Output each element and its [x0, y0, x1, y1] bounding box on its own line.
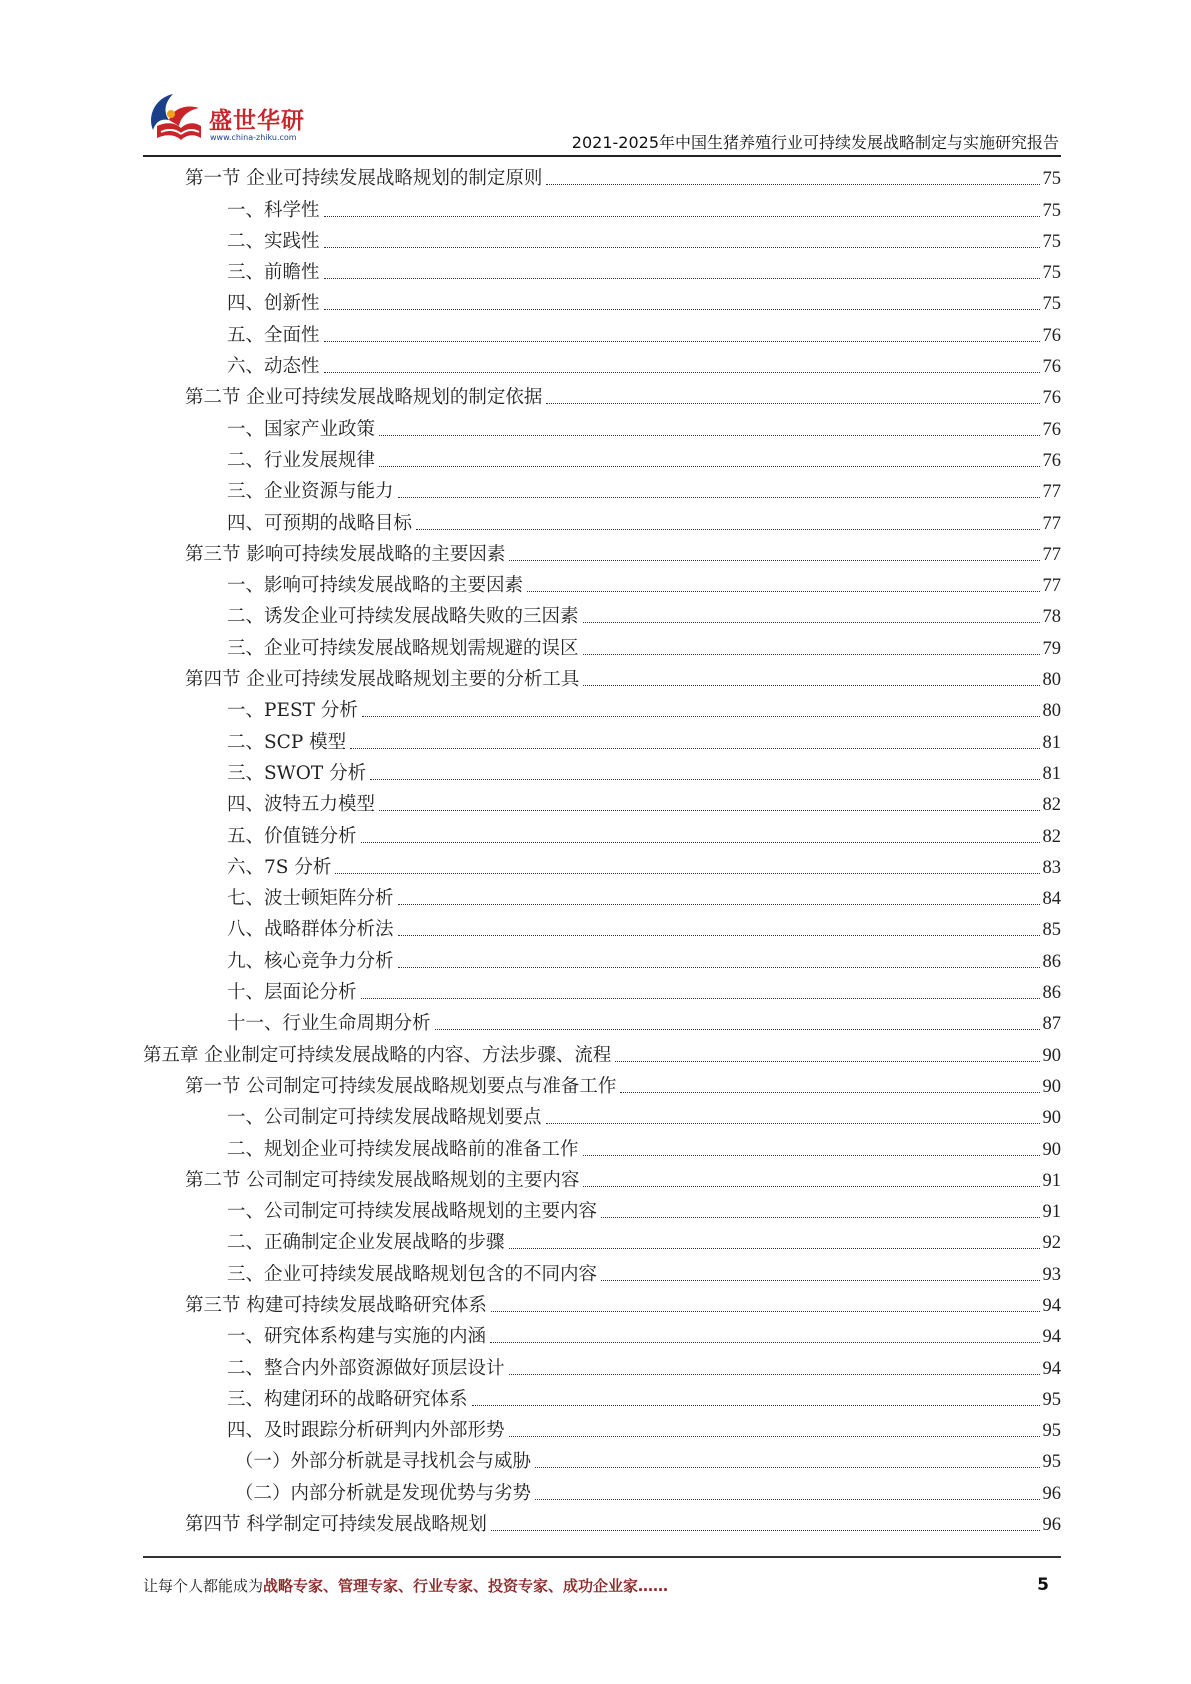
- toc-dot-leader: [490, 1342, 1039, 1343]
- toc-entry[interactable]: [143, 850, 1061, 881]
- toc-entry-label: 十、层面论分析: [227, 982, 357, 1004]
- toc-entry-page: 81: [1042, 763, 1061, 784]
- page-header: [143, 80, 1061, 160]
- toc-dot-leader: [398, 967, 1040, 968]
- toc-entry-label: 第一节 公司制定可持续发展战略规划要点与准备工作: [185, 1075, 617, 1097]
- toc-entry-label: 三、SWOT 分析: [227, 762, 367, 784]
- toc-entry-label: 六、动态性: [227, 356, 320, 378]
- toc-entry-page: 86: [1042, 983, 1061, 1004]
- toc-dot-leader: [509, 560, 1039, 561]
- toc-entry-page: 75: [1042, 294, 1061, 315]
- toc-entry-page: 76: [1042, 388, 1061, 409]
- toc-entry[interactable]: [143, 1444, 1061, 1475]
- toc-entry-label: 二、规划企业可持续发展战略前的准备工作: [227, 1138, 579, 1160]
- toc-entry-label: 三、企业可持续发展战略规划包含的不同内容: [227, 1263, 598, 1285]
- toc-entry-label: 八、战略群体分析法: [227, 919, 394, 941]
- toc-entry-page: 87: [1042, 1014, 1061, 1035]
- toc-entry[interactable]: [143, 1131, 1061, 1162]
- toc-dot-leader: [509, 1374, 1040, 1375]
- toc-entry-page: 96: [1042, 1515, 1061, 1536]
- toc-entry[interactable]: [143, 349, 1061, 380]
- toc-entry-label: 二、行业发展规律: [227, 449, 376, 471]
- toc-entry[interactable]: [143, 224, 1061, 255]
- toc-dot-leader: [350, 748, 1039, 749]
- toc-entry-label: 六、7S 分析: [227, 856, 332, 878]
- toc-entry-label: 三、企业资源与能力: [227, 481, 394, 503]
- toc-entry-page: 95: [1042, 1421, 1061, 1442]
- toc-dot-leader: [583, 685, 1039, 686]
- toc-dot-leader: [361, 842, 1040, 843]
- toc-entry-page: 80: [1042, 670, 1061, 691]
- toc-entry-page: 94: [1042, 1295, 1061, 1316]
- toc-dot-leader: [509, 1436, 1040, 1437]
- toc-entry-label: 一、影响可持续发展战略的主要因素: [227, 575, 524, 597]
- toc-entry-label: 一、科学性: [227, 199, 320, 221]
- toc-entry-page: 75: [1042, 231, 1061, 252]
- toc-entry-page: 84: [1042, 889, 1061, 910]
- toc-entry-page: 77: [1042, 544, 1061, 565]
- toc-entry[interactable]: [143, 1475, 1061, 1506]
- toc-entry-label: 一、国家产业政策: [227, 418, 376, 440]
- table-of-contents: [143, 161, 1061, 1538]
- toc-dot-leader: [416, 529, 1039, 530]
- toc-entry-page: 91: [1042, 1202, 1061, 1223]
- toc-entry-label: 二、整合内外部资源做好顶层设计: [227, 1357, 505, 1379]
- toc-dot-leader: [324, 341, 1040, 342]
- toc-entry[interactable]: [143, 1319, 1061, 1350]
- toc-entry-page: 83: [1042, 857, 1061, 878]
- toc-entry[interactable]: [143, 818, 1061, 849]
- toc-entry[interactable]: [143, 1069, 1061, 1100]
- toc-entry-label: 一、PEST 分析: [227, 700, 358, 722]
- toc-entry-page: 90: [1042, 1108, 1061, 1129]
- toc-dot-leader: [398, 935, 1040, 936]
- toc-entry-label: 七、波士顿矩阵分析: [227, 888, 394, 910]
- toc-entry-page: 93: [1042, 1264, 1061, 1285]
- toc-entry[interactable]: [143, 724, 1061, 755]
- toc-dot-leader: [491, 1311, 1040, 1312]
- toc-dot-leader: [509, 1248, 1040, 1249]
- toc-dot-leader: [324, 372, 1040, 373]
- toc-dot-leader: [398, 497, 1040, 498]
- report-title: 2021-2025年中国生猪养殖行业可持续发展战略制定与实施研究报告: [571, 133, 1059, 152]
- toc-entry[interactable]: [143, 787, 1061, 818]
- toc-entry[interactable]: [143, 1350, 1061, 1381]
- toc-entry-label: 十一、行业生命周期分析: [227, 1013, 431, 1035]
- toc-entry[interactable]: [143, 1382, 1061, 1413]
- toc-entry[interactable]: [143, 912, 1061, 943]
- footer-slogan-highlight: 战略专家、管理专家、行业专家、投资专家、成功企业家……: [263, 1577, 669, 1595]
- toc-entry-page: 77: [1042, 513, 1061, 534]
- toc-entry-label: 三、企业可持续发展战略规划需规避的误区: [227, 637, 579, 659]
- toc-entry-label: 四、及时跟踪分析研判内外部形势: [227, 1420, 505, 1442]
- toc-entry-page: 95: [1042, 1389, 1061, 1410]
- toc-entry[interactable]: [143, 1037, 1061, 1068]
- toc-entry-label: 第二节 公司制定可持续发展战略规划的主要内容: [185, 1169, 580, 1191]
- footer-divider: [143, 1556, 1061, 1558]
- toc-entry-label: 第三节 影响可持续发展战略的主要因素: [185, 543, 506, 565]
- logo-url: www.china-zhiku.com: [210, 133, 297, 142]
- toc-entry-page: 94: [1042, 1358, 1061, 1379]
- toc-entry[interactable]: [143, 1413, 1061, 1444]
- toc-dot-leader: [583, 654, 1040, 655]
- toc-dot-leader: [535, 1499, 1039, 1500]
- toc-entry-label: 一、研究体系构建与实施的内涵: [227, 1326, 487, 1348]
- toc-entry-label: 四、可预期的战略目标: [227, 512, 413, 534]
- toc-entry-page: 76: [1042, 357, 1061, 378]
- toc-entry-page: 75: [1042, 263, 1061, 284]
- toc-dot-leader: [546, 403, 1039, 404]
- toc-entry[interactable]: [143, 1006, 1061, 1037]
- toc-entry-label: 二、正确制定企业发展战略的步骤: [227, 1232, 505, 1254]
- toc-entry-page: 78: [1042, 607, 1061, 628]
- toc-entry[interactable]: [143, 380, 1061, 411]
- toc-entry-label: 三、构建闭环的战略研究体系: [227, 1388, 468, 1410]
- toc-dot-leader: [379, 466, 1039, 467]
- toc-entry-page: 96: [1042, 1483, 1061, 1504]
- page-footer: [143, 1575, 1061, 1601]
- toc-dot-leader: [362, 716, 1040, 717]
- toc-dot-leader: [335, 873, 1039, 874]
- toc-dot-leader: [620, 1092, 1039, 1093]
- toc-entry-label: 五、价值链分析: [227, 825, 357, 847]
- toc-dot-leader: [324, 247, 1040, 248]
- toc-entry-label: 第一节 企业可持续发展战略规划的制定原则: [185, 168, 543, 190]
- toc-entry[interactable]: [143, 474, 1061, 505]
- toc-entry-label: 第五章 企业制定可持续发展战略的内容、方法步骤、流程: [143, 1044, 612, 1066]
- toc-entry[interactable]: [143, 1100, 1061, 1131]
- toc-dot-leader: [601, 1217, 1039, 1218]
- toc-entry[interactable]: [143, 662, 1061, 693]
- toc-entry-page: 77: [1042, 576, 1061, 597]
- toc-entry-label: 四、波特五力模型: [227, 794, 376, 816]
- toc-dot-leader: [491, 1530, 1040, 1531]
- toc-entry[interactable]: [143, 693, 1061, 724]
- page-number: 5: [1037, 1575, 1049, 1595]
- toc-entry[interactable]: [143, 1163, 1061, 1194]
- toc-entry-page: 86: [1042, 951, 1061, 972]
- toc-dot-leader: [398, 904, 1040, 905]
- toc-entry[interactable]: [143, 505, 1061, 536]
- toc-entry-label: 四、创新性: [227, 293, 320, 315]
- toc-dot-leader: [324, 309, 1040, 310]
- toc-entry[interactable]: [143, 1256, 1061, 1287]
- toc-entry-page: 90: [1042, 1076, 1061, 1097]
- toc-dot-leader: [583, 1186, 1039, 1187]
- toc-entry-page: 76: [1042, 450, 1061, 471]
- toc-entry-page: 90: [1042, 1139, 1061, 1160]
- toc-entry-label: 第三节 构建可持续发展战略研究体系: [185, 1294, 487, 1316]
- toc-entry[interactable]: [143, 1288, 1061, 1319]
- toc-entry-page: 85: [1042, 920, 1061, 941]
- toc-entry-page: 94: [1042, 1327, 1061, 1348]
- toc-dot-leader: [379, 810, 1039, 811]
- toc-entry[interactable]: [143, 317, 1061, 348]
- toc-entry-page: 95: [1042, 1452, 1061, 1473]
- toc-entry-label: 二、诱发企业可持续发展战略失败的三因素: [227, 606, 579, 628]
- toc-entry-page: 82: [1042, 826, 1061, 847]
- toc-entry[interactable]: [143, 756, 1061, 787]
- toc-entry-label: 第四节 企业可持续发展战略规划主要的分析工具: [185, 669, 580, 691]
- footer-slogan-prefix: 让每个人都能成为: [143, 1577, 264, 1595]
- toc-entry[interactable]: [143, 411, 1061, 442]
- toc-entry-label: 九、核心竞争力分析: [227, 950, 394, 972]
- toc-dot-leader: [601, 1280, 1039, 1281]
- toc-dot-leader: [546, 184, 1039, 185]
- toc-entry[interactable]: [143, 568, 1061, 599]
- toc-dot-leader: [361, 998, 1040, 999]
- toc-entry[interactable]: [143, 1194, 1061, 1225]
- toc-entry[interactable]: [143, 975, 1061, 1006]
- toc-entry[interactable]: [143, 599, 1061, 630]
- toc-entry[interactable]: [143, 1507, 1061, 1538]
- toc-dot-leader: [472, 1405, 1040, 1406]
- toc-entry[interactable]: [143, 255, 1061, 286]
- toc-entry[interactable]: [143, 286, 1061, 317]
- toc-entry-page: 80: [1042, 701, 1061, 722]
- toc-dot-leader: [435, 1029, 1040, 1030]
- logo-name: 盛世华研: [209, 108, 305, 134]
- toc-entry-label: 二、实践性: [227, 230, 320, 252]
- toc-entry-label: 五、全面性: [227, 324, 320, 346]
- toc-entry-label: （二）内部分析就是发现优势与劣势: [235, 1482, 532, 1504]
- toc-entry-page: 76: [1042, 419, 1061, 440]
- toc-entry-label: 第四节 科学制定可持续发展战略规划: [185, 1514, 487, 1536]
- toc-entry[interactable]: [143, 443, 1061, 474]
- toc-entry-label: 一、公司制定可持续发展战略规划要点: [227, 1107, 542, 1129]
- toc-entry[interactable]: [143, 537, 1061, 568]
- toc-dot-leader: [379, 435, 1039, 436]
- toc-entry-page: 75: [1042, 169, 1061, 190]
- toc-entry-page: 90: [1042, 1045, 1061, 1066]
- toc-dot-leader: [546, 1123, 1040, 1124]
- toc-entry-page: 92: [1042, 1233, 1061, 1254]
- logo-emblem-icon: [143, 86, 207, 150]
- toc-entry-label: 一、公司制定可持续发展战略规划的主要内容: [227, 1201, 598, 1223]
- toc-entry[interactable]: [143, 881, 1061, 912]
- toc-dot-leader: [583, 1155, 1040, 1156]
- toc-dot-leader: [535, 1467, 1039, 1468]
- toc-dot-leader: [370, 779, 1039, 780]
- toc-entry-label: （一）外部分析就是寻找机会与威胁: [235, 1451, 532, 1473]
- toc-entry-page: 77: [1042, 482, 1061, 503]
- toc-entry-page: 79: [1042, 638, 1061, 659]
- toc-entry[interactable]: [143, 192, 1061, 223]
- toc-dot-leader: [615, 1061, 1039, 1062]
- toc-entry[interactable]: [143, 943, 1061, 974]
- toc-entry-page: 81: [1042, 732, 1061, 753]
- toc-dot-leader: [324, 278, 1040, 279]
- toc-entry-page: 75: [1042, 200, 1061, 221]
- toc-entry-label: 二、SCP 模型: [227, 731, 347, 753]
- toc-dot-leader: [583, 622, 1040, 623]
- toc-entry-page: 76: [1042, 325, 1061, 346]
- toc-entry[interactable]: [143, 630, 1061, 661]
- toc-entry-label: 第二节 企业可持续发展战略规划的制定依据: [185, 387, 543, 409]
- toc-entry[interactable]: [143, 1225, 1061, 1256]
- toc-entry-page: 91: [1042, 1170, 1061, 1191]
- toc-dot-leader: [527, 591, 1039, 592]
- header-divider: [143, 155, 1061, 157]
- toc-entry[interactable]: [143, 161, 1061, 192]
- toc-dot-leader: [324, 216, 1040, 217]
- toc-entry-label: 三、前瞻性: [227, 262, 320, 284]
- toc-entry-page: 82: [1042, 795, 1061, 816]
- company-logo: [143, 86, 343, 156]
